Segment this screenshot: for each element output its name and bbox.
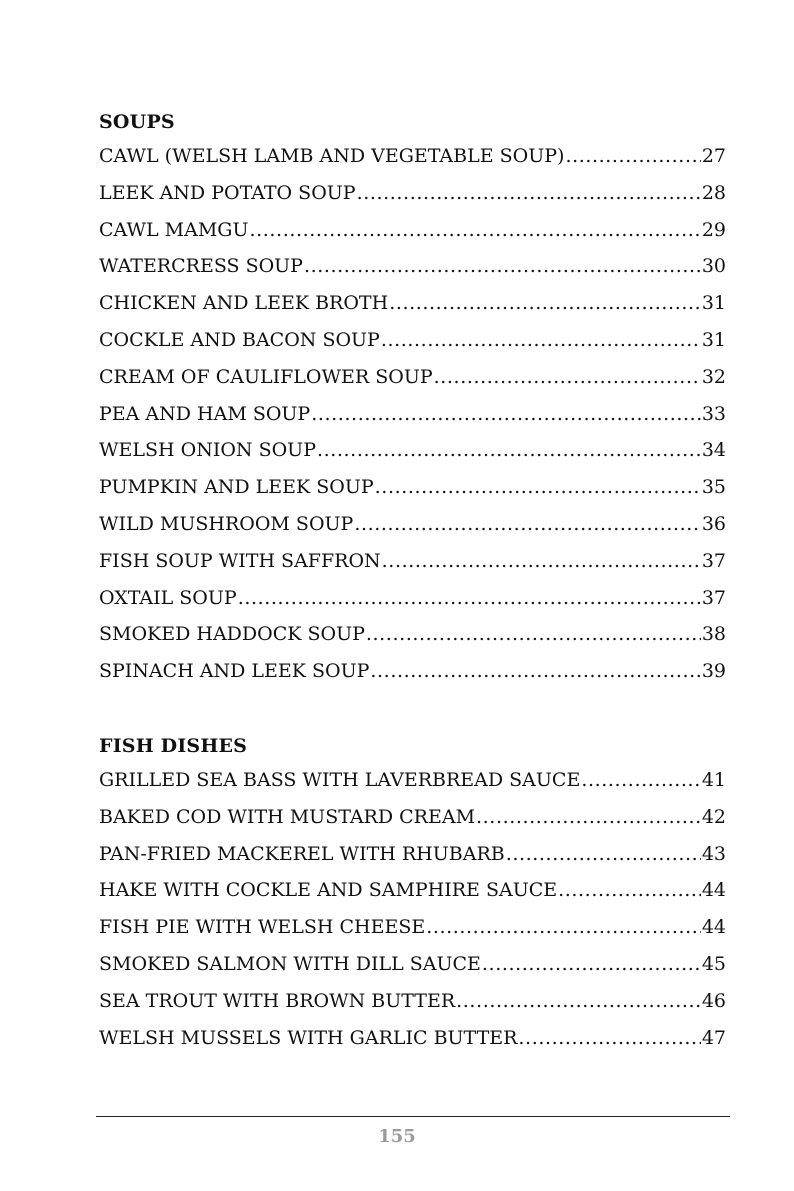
toc-entry[interactable] xyxy=(99,138,726,175)
dot-leader xyxy=(317,432,701,469)
entry-page-number: 47 xyxy=(701,1026,726,1049)
entry-page-number: 32 xyxy=(701,365,726,388)
entry-page-number: 30 xyxy=(701,255,726,278)
entry-page-number: 28 xyxy=(701,181,726,204)
dot-leader xyxy=(434,359,701,396)
entry-page-number: 37 xyxy=(701,586,726,609)
toc-entry[interactable] xyxy=(99,543,726,580)
toc-entry[interactable] xyxy=(99,909,726,946)
toc-entry[interactable] xyxy=(99,799,726,836)
dot-leader xyxy=(482,946,701,983)
dot-leader xyxy=(304,248,701,285)
entry-title: SEA TROUT WITH BROWN BUTTER xyxy=(99,989,456,1012)
toc-entry[interactable] xyxy=(99,580,726,617)
entry-title: BAKED COD WITH MUSTARD CREAM xyxy=(99,805,476,828)
dot-leader xyxy=(426,909,701,946)
dot-leader xyxy=(476,799,701,836)
entry-title: CHICKEN AND LEEK BROTH xyxy=(99,292,389,315)
toc-entry[interactable] xyxy=(99,653,726,690)
entry-page-number: 33 xyxy=(701,402,726,425)
entry-page-number: 27 xyxy=(701,145,726,167)
dot-leader xyxy=(370,653,700,690)
entry-title: HAKE WITH COCKLE AND SAMPHIRE SAUCE xyxy=(99,879,558,902)
entry-title: COCKLE AND BACON SOUP xyxy=(99,328,380,351)
dot-leader xyxy=(238,580,701,617)
dot-leader xyxy=(381,322,701,359)
entry-title: CAWL (WELSH LAMB AND VEGETABLE SOUP) xyxy=(99,145,565,167)
entry-title: SMOKED HADDOCK SOUP xyxy=(99,623,365,646)
toc-entry[interactable] xyxy=(99,248,726,285)
toc-entry[interactable] xyxy=(99,506,726,543)
entry-page-number: 45 xyxy=(701,952,726,975)
dot-leader xyxy=(382,543,701,580)
toc-entry[interactable] xyxy=(99,432,726,469)
toc-entry[interactable] xyxy=(99,616,726,653)
toc-entry[interactable] xyxy=(99,396,726,433)
dot-leader xyxy=(581,762,700,799)
entry-page-number: 36 xyxy=(701,512,726,535)
entry-page-number: 42 xyxy=(701,805,726,828)
entry-page-number: 38 xyxy=(701,623,726,646)
dot-leader xyxy=(518,1020,700,1057)
dot-leader xyxy=(565,138,700,175)
toc-list xyxy=(99,138,726,690)
entry-title: PEA AND HAM SOUP xyxy=(99,402,311,425)
section-spacer xyxy=(99,690,726,730)
toc-entry[interactable] xyxy=(99,762,726,799)
section-heading: SOUPS xyxy=(99,111,175,133)
entry-page-number: 44 xyxy=(701,916,726,939)
entry-title: SPINACH AND LEEK SOUP xyxy=(99,660,370,683)
dot-leader xyxy=(506,836,701,873)
section-heading: FISH DISHES xyxy=(99,734,248,757)
entry-page-number: 44 xyxy=(701,879,726,902)
dot-leader xyxy=(375,469,701,506)
entry-title: GRILLED SEA BASS WITH LAVERBREAD SAUCE xyxy=(99,768,581,791)
dot-leader xyxy=(366,616,701,653)
entry-page-number: 37 xyxy=(701,549,726,572)
dot-leader xyxy=(250,212,701,249)
toc-entry[interactable] xyxy=(99,983,726,1020)
toc-entry[interactable] xyxy=(99,212,726,249)
toc-entry[interactable] xyxy=(99,1020,726,1057)
entry-title: PAN-FRIED MACKEREL WITH RHUBARB xyxy=(99,842,505,865)
toc-section-fish-dishes xyxy=(99,730,726,1056)
entry-title: CREAM OF CAULIFLOWER SOUP xyxy=(99,365,433,388)
dot-leader xyxy=(558,872,701,909)
table-of-contents xyxy=(99,106,726,1056)
entry-title: LEEK AND POTATO SOUP xyxy=(99,181,356,204)
toc-entry[interactable] xyxy=(99,872,726,909)
entry-title: FISH PIE WITH WELSH CHEESE xyxy=(99,916,426,939)
toc-list xyxy=(99,762,726,1056)
entry-page-number: 29 xyxy=(701,218,726,241)
entry-page-number: 31 xyxy=(701,292,726,315)
dot-leader xyxy=(357,175,701,212)
footer-divider xyxy=(96,1116,730,1117)
entry-title: OXTAIL SOUP xyxy=(99,586,237,609)
entry-page-number: 46 xyxy=(701,989,726,1012)
toc-entry[interactable] xyxy=(99,359,726,396)
toc-entry[interactable] xyxy=(99,285,726,322)
dot-leader xyxy=(311,396,701,433)
toc-entry[interactable] xyxy=(99,836,726,873)
entry-page-number: 39 xyxy=(701,660,726,683)
entry-title: SMOKED SALMON WITH DILL SAUCE xyxy=(99,952,481,975)
entry-page-number: 43 xyxy=(701,842,726,865)
entry-page-number: 31 xyxy=(701,328,726,351)
entry-page-number: 34 xyxy=(701,439,726,462)
entry-title: PUMPKIN AND LEEK SOUP xyxy=(99,476,374,499)
entry-title: WATERCRESS SOUP xyxy=(99,255,303,278)
dot-leader xyxy=(456,983,701,1020)
toc-entry[interactable] xyxy=(99,322,726,359)
entry-page-number: 41 xyxy=(701,768,726,791)
entry-page-number: 35 xyxy=(701,476,726,499)
entry-title: WILD MUSHROOM SOUP xyxy=(99,512,354,535)
dot-leader xyxy=(354,506,700,543)
toc-entry[interactable] xyxy=(99,946,726,983)
entry-title: WELSH MUSSELS WITH GARLIC BUTTER xyxy=(99,1026,518,1049)
entry-title: CAWL MAMGU xyxy=(99,218,249,241)
toc-section-soups xyxy=(99,106,726,690)
toc-entry[interactable] xyxy=(99,175,726,212)
toc-entry[interactable] xyxy=(99,469,726,506)
dot-leader xyxy=(389,285,701,322)
footer-page-number: 155 xyxy=(378,1126,416,1147)
entry-title: FISH SOUP WITH SAFFRON xyxy=(99,549,381,572)
entry-title: WELSH ONION SOUP xyxy=(99,439,316,462)
